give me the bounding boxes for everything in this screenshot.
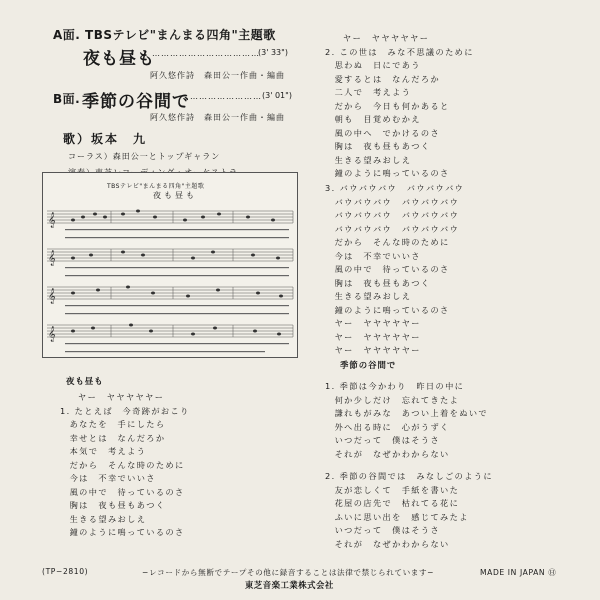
lyric-line: 朝も 目覚めむかえ [325, 114, 421, 124]
lyric-line: だから そんな時のために [325, 237, 450, 247]
b-side-credit: 阿久悠作詩 森田公一作曲・編曲 [150, 113, 285, 122]
lyric-line: 風の中へ でかけるのさ [325, 127, 441, 138]
lyric-line: それが なぜかわからない [325, 538, 450, 549]
lyric-line: 花屋の店先で 枯れてる花に [325, 498, 460, 508]
lyric-line: 幸せとは なんだろか [60, 432, 166, 443]
lyric-line: 生きる望みおしえ [325, 154, 412, 165]
lyric-line: 外へ出る時に 心がうずく [325, 421, 450, 432]
lyric-line: 2. この世は みな不思議のために [325, 46, 474, 57]
lyric-line: ヤー ヤヤヤヤヤー [325, 331, 421, 342]
lyric-line: いつだって 僕はそうさ [325, 525, 441, 535]
lyric-line: 生きる望みおしえ [325, 291, 412, 301]
lyric-line: 二人で 考えよう [325, 87, 412, 97]
lyric-line: 3. バウバウバウ バウバウバウ [325, 183, 465, 193]
b-side-verse2 [325, 470, 493, 551]
lyric-line: 生きる望みおしえ [60, 513, 147, 524]
lyric-line: ヤー ヤヤヤヤヤー [325, 318, 421, 328]
lyric-line: だから 今日も何かあると [325, 100, 450, 111]
score-title: 夜も昼も [153, 191, 197, 200]
lyric-line: 1. たとえば 今奇跡がおこり [60, 405, 190, 416]
chorus-credit: コーラス）森田公一とトップギャラン [68, 152, 221, 161]
lyric-line: 愛するとは なんだろか [325, 73, 441, 84]
b-side-title: 季節の谷間で [82, 92, 190, 112]
svg-text:𝄞: 𝄞 [48, 289, 56, 304]
lyric-line: 鐘のように鳴っているのさ [325, 304, 450, 315]
lyric-line: バウバウバウ バウバウバウ [325, 196, 460, 207]
lyric-line: 胸は 夜も昼もあつく [325, 141, 431, 151]
lyric-line: バウバウバウ バウバウバウ [325, 223, 460, 234]
lyric-line: 何か少しだけ 忘れてきたよ [325, 394, 460, 405]
a-side-credit: 阿久悠作詩 森田公一作曲・編曲 [150, 71, 285, 80]
lyric-line: ヤー ヤヤヤヤヤー [343, 33, 430, 43]
lyric-line: 2. 季節の谷間では みなしごのように [325, 471, 494, 481]
right-lyrics-verse3 [325, 182, 464, 358]
lyric-line: あなたを 手にしたら [60, 419, 166, 429]
lyric-line: 今は 不幸でいいさ [325, 250, 421, 261]
a-side-dots: ……………………………… [152, 49, 260, 58]
left-lyrics [60, 391, 190, 540]
svg-text:𝄞: 𝄞 [48, 327, 56, 342]
lyric-line: ふいに思い出を 感じてみたよ [325, 511, 469, 522]
lyric-line: だから そんな時のために [60, 459, 185, 470]
lyric-line: バウバウバウ バウバウバウ [325, 210, 460, 220]
svg-text:𝄞: 𝄞 [48, 251, 56, 266]
lyric-line: いつだって 僕はそうさ [325, 435, 441, 445]
catalog-number: (TP−2810) [42, 567, 89, 576]
copyright-notice: −レコードから無断でテープその他に録音することは法律で禁じられています− [142, 568, 435, 577]
lyric-line: 本気で 考えよう [60, 446, 147, 456]
lyric-line: 謙れもがみな あつい上着をぬいで [325, 408, 488, 418]
lyric-line: 思わぬ 日にであう [325, 60, 421, 70]
svg-text:𝄞: 𝄞 [48, 213, 56, 228]
a-side-header: A面. TBSテレビ"まんまる四角"主題歌 [53, 28, 276, 42]
music-staves [43, 173, 299, 359]
b-side-label: B面. [53, 92, 81, 106]
lyric-line: 胸は 夜も昼もあつく [325, 277, 431, 288]
lyric-line: 1. 季節は今かわり 昨日の中に [325, 381, 465, 391]
lyric-line: それが なぜかわからない [325, 448, 450, 459]
lyric-line: 胸は 夜も昼もあつく [60, 500, 166, 510]
b-side-verse1 [325, 380, 488, 461]
lyric-line: 友が恋しくて 手紙を書いた [325, 484, 460, 495]
lyric-line: 鐘のように鳴っているのさ [325, 168, 450, 178]
left-lyrics-title: 夜も昼も [66, 376, 104, 386]
made-in-japan: MADE IN JAPAN Ⓗ [480, 568, 557, 577]
lyric-line: 鐘のように鳴っているのさ [60, 527, 185, 537]
lyric-line: 風の中で 待っているのさ [60, 486, 185, 497]
singer-credit: 歌）坂本 九 [63, 132, 148, 146]
a-side-title: 夜も昼も [83, 49, 155, 69]
b-side-lyrics-title: 季節の谷間で [340, 360, 397, 370]
a-side-duration: (3' 33") [258, 48, 288, 57]
b-side-dots: …………………… [190, 92, 262, 101]
company-name: 東芝音楽工業株式会社 [245, 580, 334, 590]
b-side-duration: (3' 01") [262, 91, 292, 100]
score-header: TBSテレビ"まんまる四角"主題歌 [107, 183, 205, 190]
right-lyrics-verse2 [325, 32, 474, 181]
sheet-music [42, 172, 298, 358]
lyric-line: 今は 不幸でいいさ [60, 473, 156, 483]
lyric-line: 風の中で 待っているのさ [325, 264, 450, 274]
lyric-line: ヤー ヤヤヤヤヤー [78, 392, 165, 402]
lyric-line: ヤー ヤヤヤヤヤー [325, 345, 421, 355]
